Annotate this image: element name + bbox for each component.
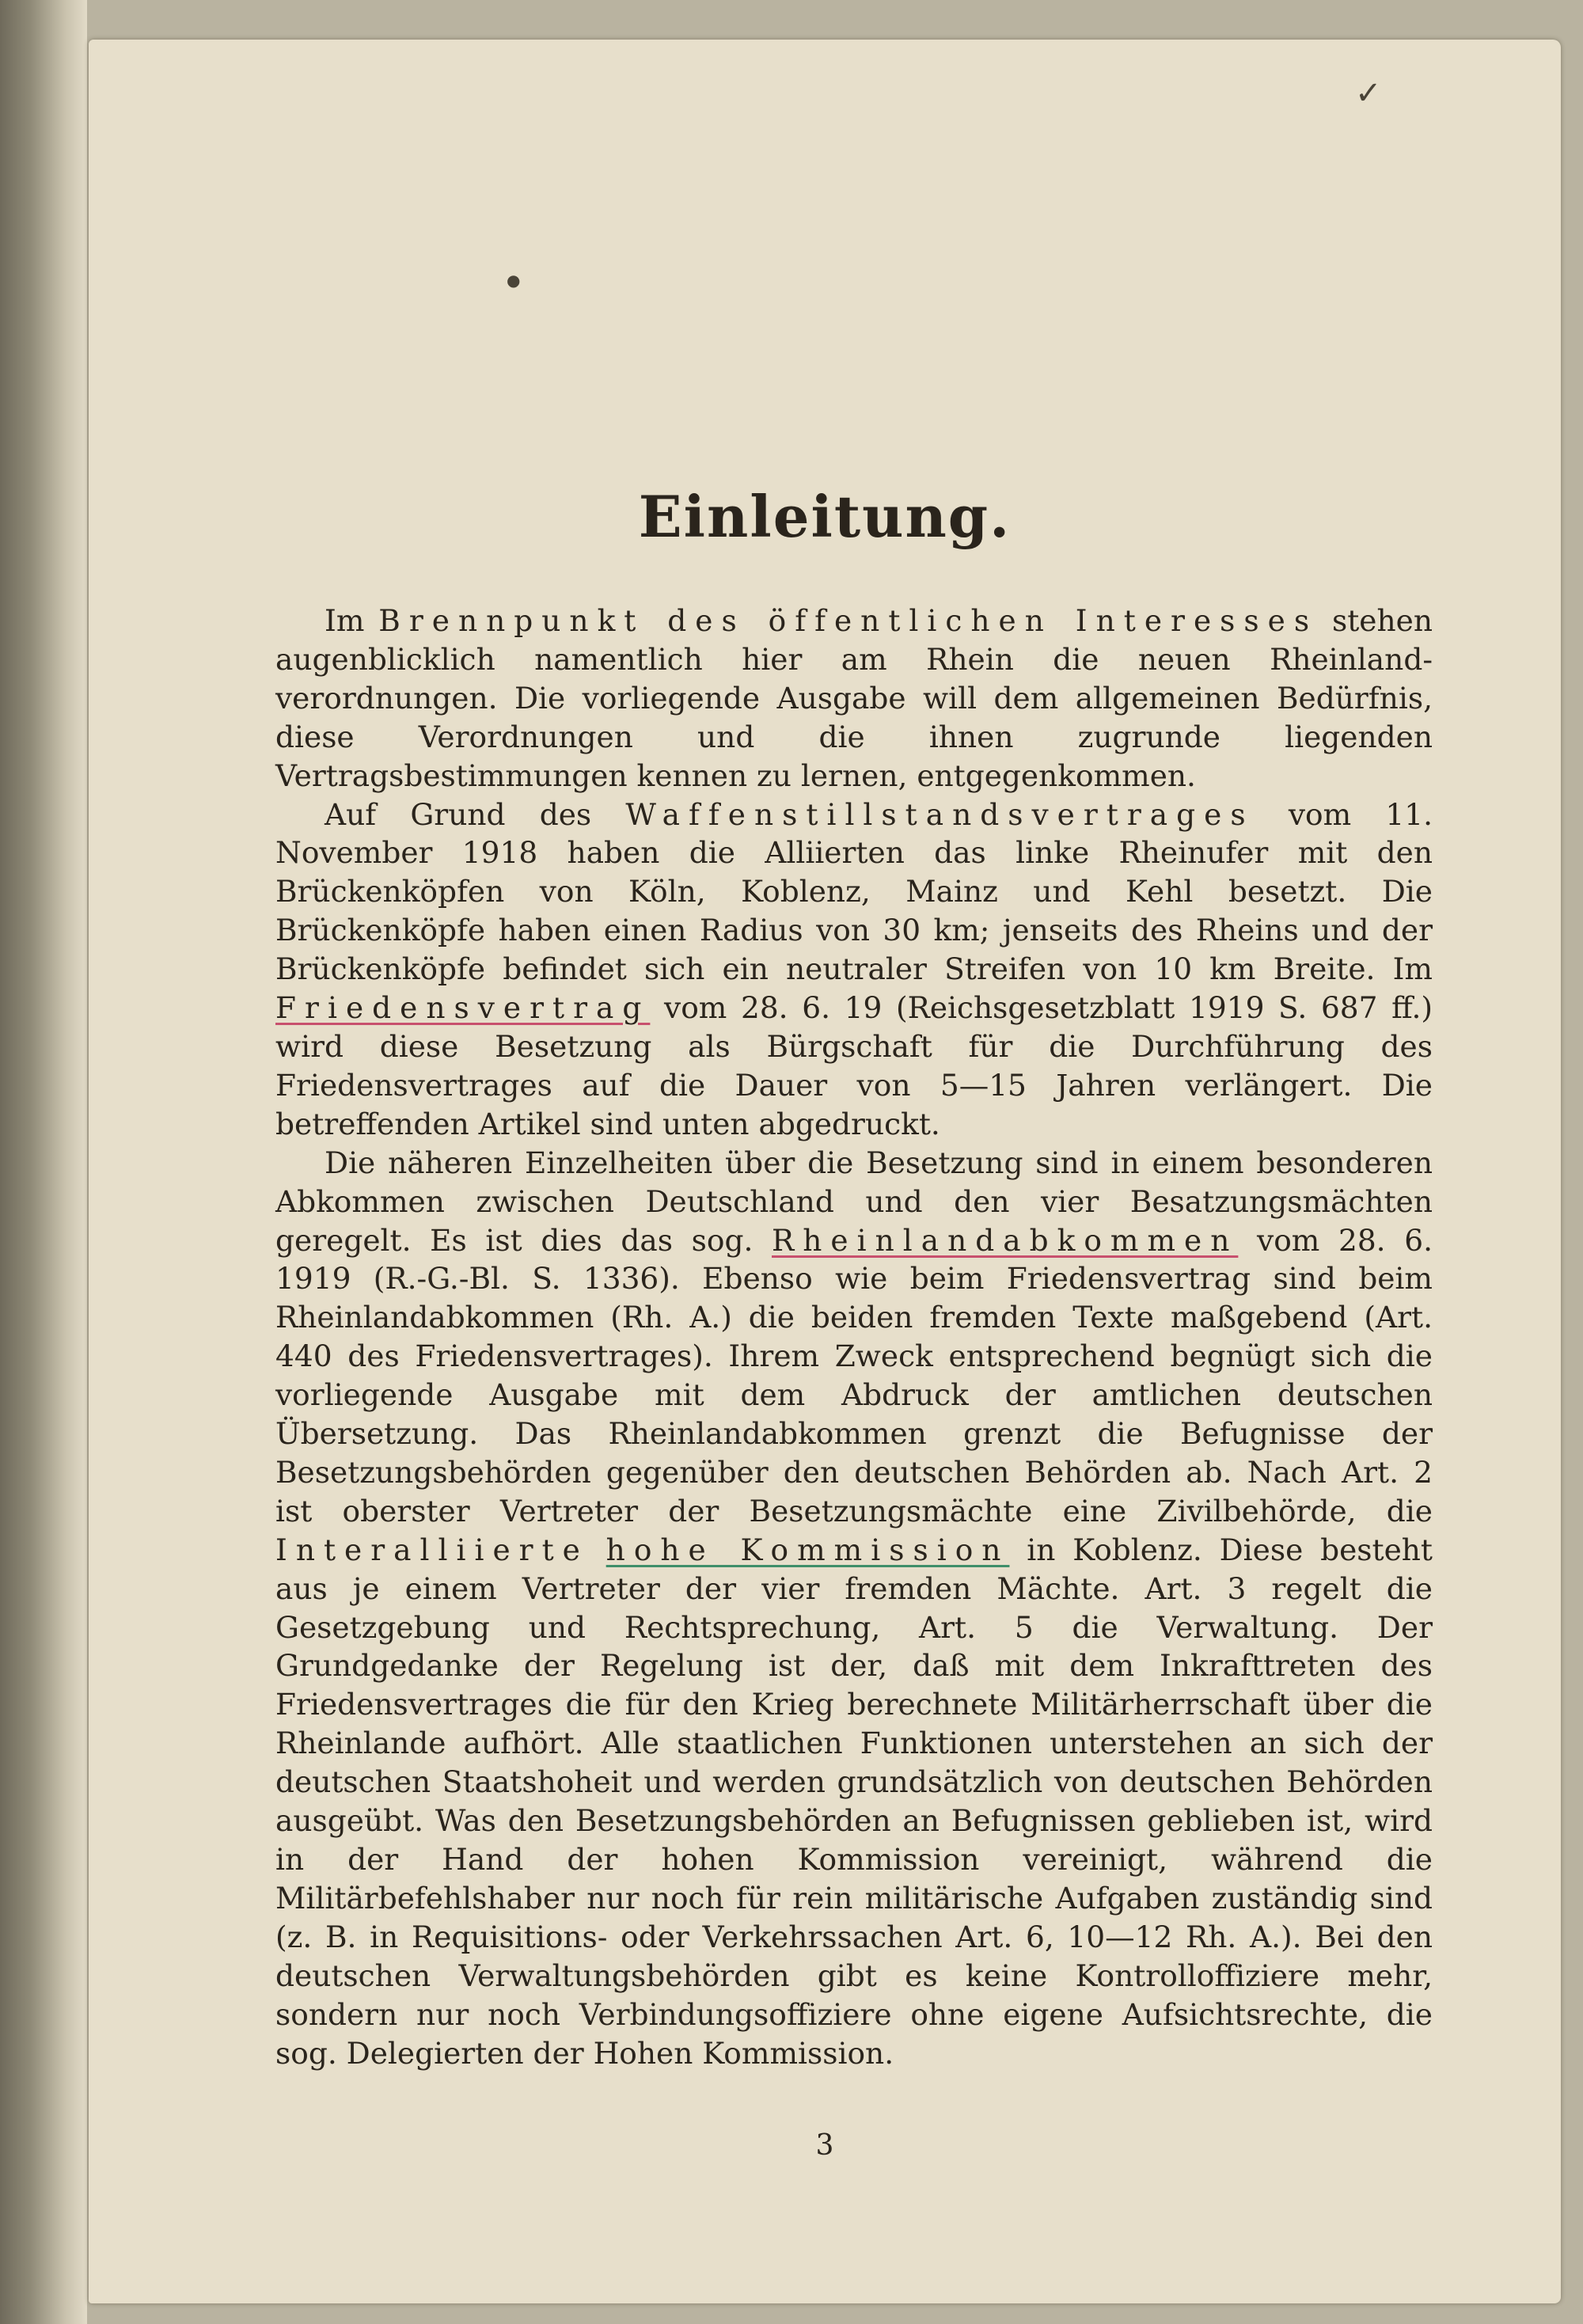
spaced-brennpunkt: Brennpunkt des öffentlichen Interesses bbox=[378, 603, 1319, 638]
introduction-body bbox=[275, 602, 1433, 2072]
document-page bbox=[89, 40, 1561, 2303]
underlined-rheinlandabkommen: Rheinlandabkommen bbox=[772, 1222, 1239, 1258]
underlined-friedensvertrag: Friedensvertrag bbox=[275, 990, 651, 1026]
ink-speck: ● bbox=[507, 271, 521, 290]
p1-text-2: stehen augenblicklich namentlich hier am Rhein die neuen Rheinlandverordnungen. Die vorliegende Ausgabe will dem allgemeinen Bedürfnis, diese Verordnungen und die ihnen zugrunde liegenden Vertragsbestimmungen kennen zu lernen, entgegenkommen. bbox=[275, 603, 1433, 793]
p3-text-3: in Koblenz. Diese besteht aus je einem Vertreter der vier fremden Mächte. Art. 3 regelt die Gesetzgebung und Rechtsprechung, Art. 5 die Verwaltung. Der Grundgedanke der Regelung ist der, daß mit dem Inkrafttreten des Friedensvertrages die für den Krieg berechnete Militärherrschaft über die Rheinlande aufhört. Alle staatlichen Funktionen unterstehen an sich der deutschen Staatshoheit und werden grundsätzlich von deutschen Behörden ausgeübt. Was den Besetzungsbehörden an Befugnissen geblieben ist, wird in der Hand der hohen Kommission vereinigt, während die Militärbefehlshaber nur noch für rein militärische Aufgaben zuständig sind (z. B. in Requisitions- oder Verkehrssachen Art. 6, 10—12 Rh. A.). Bei den deutschen Verwaltungsbehörden gibt es keine Kontrolloffiziere mehr, sondern nur noch Verbindungsoffiziere ohne eigene Aufsichtsrechte, die sog. Delegierten der Hohen Kommission. bbox=[275, 1532, 1433, 2071]
p2-text-2: vom 11. November 1918 haben die Alliierten das linke Rheinufer mit den Brückenköpfen von Köln, Koblenz, Mainz und Kehl besetzt. Die Brückenköpfe haben einen Radius von 30 km; jenseits des Rheins und der Brückenköpfe befindet sich ein neutraler Streifen von 10 km Breite. Im bbox=[275, 796, 1433, 987]
paragraph-2 bbox=[275, 796, 1433, 1144]
paragraph-1 bbox=[275, 602, 1433, 796]
page-number: 3 bbox=[815, 2129, 834, 2162]
spaced-interalliierte: Interalliierte bbox=[275, 1532, 589, 1567]
p1-text-1: Im bbox=[325, 603, 379, 638]
spaced-waffenstillstandsvertrag: Waffenstillstandsvertrages bbox=[625, 796, 1255, 832]
p2-text-3: vom 28. 6. 19 (Reichsgesetzblatt 1919 S. 687 ff.) wird diese Besetzung als Bürgschaft für die Durchführung des Friedensvertrages auf die Dauer von 5—15 Jahren verlängert. Die betreffenden Artikel sind unten abgedruckt. bbox=[275, 990, 1433, 1141]
p2-text-1: Auf Grund des bbox=[325, 796, 626, 832]
page-title: Einleitung. bbox=[638, 483, 1012, 550]
pencil-tick-mark: ✓ bbox=[1355, 75, 1382, 112]
paragraph-3 bbox=[275, 1144, 1433, 2073]
underlined-hohe-kommission: hohe Kommission bbox=[605, 1532, 1010, 1567]
previous-page-edge bbox=[0, 0, 87, 2324]
p3-text-2: vom 28. 6. 1919 (R.-G.-Bl. S. 1336). Ebenso wie beim Friedensvertrag sind beim Rheinlandabkommen (Rh. A.) die beiden fremden Texte maßgebend (Art. 440 des Friedensvertrages). Ihrem Zweck entsprechend begnügt sich die vorliegende Ausgabe mit dem Abdruck der amtlichen deutschen Übersetzung. Das Rheinlandabkommen grenzt die Befugnisse der Besetzungsbehörden gegenüber den deutschen Behörden ab. Nach Art. 2 ist oberster Vertreter der Besetzungsmächte eine Zivilbehörde, die bbox=[275, 1222, 1433, 1528]
p3-text-1: Die näheren Einzelheiten über die Besetzung sind in einem besonderen Abkommen zwischen Deutschland und den vier Besatzungsmächten geregelt. Es ist dies das sog. bbox=[275, 1145, 1433, 1258]
